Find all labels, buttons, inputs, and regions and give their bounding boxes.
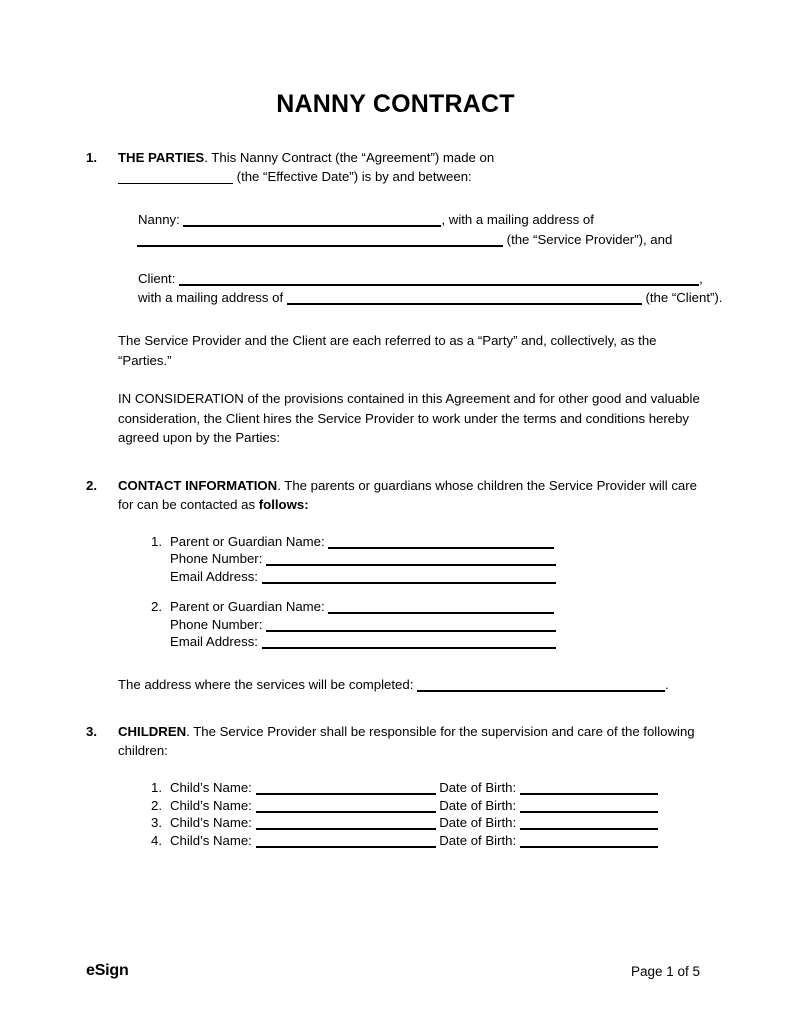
section-the-parties — [0, 148, 791, 186]
parent-phone-row — [170, 616, 791, 634]
section-1-text — [118, 148, 700, 186]
parent-phone-label: Phone Number: — [170, 551, 263, 566]
section-2-text — [118, 476, 700, 514]
table-row — [144, 779, 791, 797]
client-label: Client: — [138, 271, 176, 286]
child-row-number: 3. — [151, 815, 162, 830]
section-2-body-emphasis: follows: — [258, 496, 309, 512]
consideration-paragraph: IN CONSIDERATION of the provisions contained in this Agreement and for other good and valuable consideration, the Client hires the Service Provider to work under the terms and conditions hereby agreed upon by the Parties: — [118, 391, 700, 445]
spacer — [144, 585, 791, 598]
section-2-heading: CONTACT INFORMATION — [118, 477, 278, 493]
section-children — [0, 722, 791, 760]
spacer — [0, 307, 791, 331]
nanny-line-tail: , with a mailing address of — [441, 212, 594, 227]
children-row-list — [0, 779, 791, 849]
child-name-label: Child’s Name: — [170, 780, 252, 795]
section-3-heading: CHILDREN — [118, 724, 187, 739]
service-address-tail: . — [665, 676, 669, 692]
parent-phone-row — [170, 550, 791, 568]
service-address-blank[interactable] — [417, 678, 665, 692]
section-3-text — [118, 722, 700, 760]
parent-name-row — [170, 598, 791, 616]
nanny-party-block — [0, 210, 791, 250]
section-3-body: . The Service Provider shall be responsible for the supervision and care of the following children: — [118, 724, 695, 758]
section-1-intro-tail: (the “Effective Date”) is by and between: — [236, 169, 472, 184]
child-dob-label: Date of Birth: — [439, 797, 517, 813]
service-address-row — [0, 675, 791, 695]
spacer — [0, 514, 791, 533]
spacer — [0, 250, 791, 269]
child-name-label: Child’s Name: — [170, 832, 252, 848]
client-address-blank[interactable] — [287, 291, 642, 305]
parent-email-label: Email Address: — [170, 568, 258, 584]
nanny-name-blank[interactable] — [183, 213, 441, 227]
page-footer — [0, 960, 791, 982]
client-tail: (the “Client”). — [645, 290, 723, 305]
esign-logo: eSign — [86, 962, 129, 979]
child-row-number: 2. — [151, 797, 162, 813]
spacer — [0, 186, 791, 210]
section-contact-information — [0, 476, 791, 514]
child-row-number: 1. — [151, 780, 162, 795]
contact-entry-number: 2. — [151, 599, 162, 614]
parent-email-blank[interactable] — [262, 635, 556, 649]
parent-email-blank[interactable] — [262, 570, 556, 584]
table-row — [144, 797, 791, 815]
parent-phone-label: Phone Number: — [170, 616, 263, 632]
section-1-intro: . This Nanny Contract (the “Agreement”) made on — [204, 150, 495, 165]
parent-email-row — [170, 633, 791, 651]
parent-email-label: Email Address: — [170, 634, 258, 649]
section-2-body: . The parents or guardians whose children the Service Provider will care for can be contacted as — [118, 477, 697, 512]
child-name-blank[interactable] — [256, 816, 436, 830]
table-row — [144, 832, 791, 850]
client-name-blank[interactable] — [179, 272, 699, 286]
parent-email-row — [170, 568, 791, 586]
parent-phone-blank[interactable] — [266, 618, 556, 632]
spacer — [0, 448, 791, 476]
spacer — [0, 694, 791, 722]
parties-definition-paragraph: The Service Provider and the Client are each referred to as a “Party” and, collectively, as the “Parties.” — [118, 333, 657, 368]
child-dob-label: Date of Birth: — [439, 815, 517, 830]
section-number-2: 2. — [86, 477, 97, 493]
child-dob-label: Date of Birth: — [439, 780, 517, 795]
spacer — [0, 370, 791, 389]
contact-entry — [144, 533, 791, 586]
nanny-address-line — [137, 230, 706, 250]
parent-name-blank[interactable] — [328, 535, 554, 549]
service-provider-tail: (the “Service Provider”), and — [506, 232, 673, 247]
client-line — [138, 269, 706, 288]
section-number-3: 3. — [86, 724, 97, 739]
parent-name-row — [170, 533, 791, 551]
page-number: Page 1 of 5 — [630, 963, 700, 979]
parent-name-label: Parent or Guardian Name: — [170, 599, 325, 614]
section-1-heading: THE PARTIES — [118, 150, 205, 165]
service-address-label: The address where the services will be completed: — [118, 676, 414, 692]
page-title: NANNY CONTRACT — [276, 90, 515, 118]
spacer — [0, 651, 791, 675]
child-name-label: Child’s Name: — [170, 815, 252, 830]
child-name-blank[interactable] — [256, 781, 436, 795]
client-address-label: with a mailing address of — [138, 290, 284, 305]
contact-entry-number: 1. — [151, 533, 162, 549]
nanny-address-blank[interactable] — [137, 233, 503, 247]
child-name-blank[interactable] — [256, 834, 436, 848]
client-party-block — [0, 269, 791, 307]
client-comma: , — [699, 271, 703, 286]
effective-date-blank[interactable] — [118, 171, 233, 184]
client-address-line — [138, 288, 723, 307]
contact-entry — [144, 598, 791, 651]
child-name-blank[interactable] — [256, 799, 436, 813]
parent-phone-blank[interactable] — [266, 552, 556, 566]
child-dob-blank[interactable] — [520, 816, 658, 830]
parent-name-label: Parent or Guardian Name: — [170, 533, 325, 549]
child-dob-label: Date of Birth: — [439, 832, 517, 848]
child-dob-blank[interactable] — [520, 834, 658, 848]
child-dob-blank[interactable] — [520, 799, 658, 813]
child-row-number: 4. — [151, 832, 162, 848]
table-row — [144, 814, 791, 832]
nanny-line — [138, 210, 706, 230]
child-name-label: Child’s Name: — [170, 797, 252, 813]
section-number-1: 1. — [86, 150, 97, 165]
child-dob-blank[interactable] — [520, 781, 658, 795]
parent-name-blank[interactable] — [328, 600, 554, 614]
spacer — [0, 760, 791, 779]
contact-entry-list — [0, 533, 791, 651]
document-body — [0, 148, 791, 849]
nanny-label: Nanny: — [138, 212, 180, 227]
